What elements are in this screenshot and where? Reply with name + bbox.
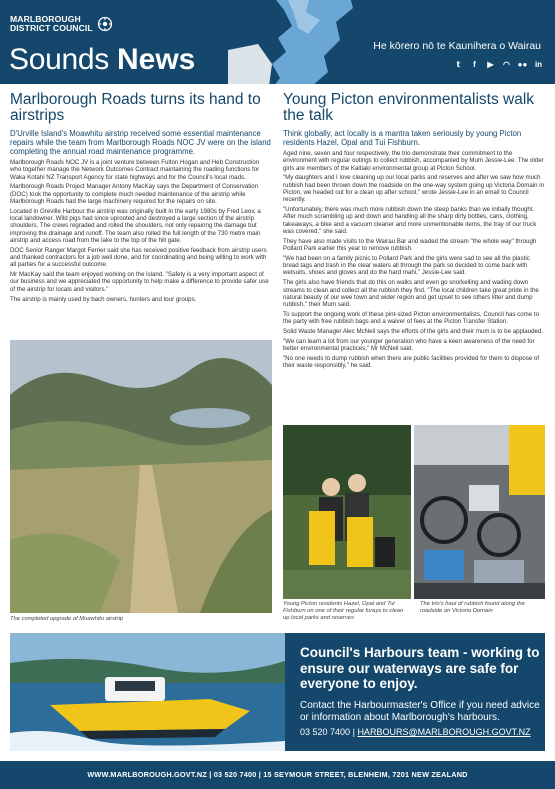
article-title: Marlborough Roads turns its hand to airstrips	[10, 91, 261, 124]
council-name-line1: MARLBOROUGH	[10, 14, 81, 24]
article-paragraph: "We can learn a lot from our younger generation who have a keen awareness of the need for better environmental practices," Mr McNeil said.	[283, 337, 535, 353]
title-news: News	[116, 43, 196, 76]
children-photo	[283, 425, 411, 599]
article-environmentalists	[283, 92, 545, 372]
airstrip-photo	[10, 340, 272, 613]
title-sounds: Sounds	[9, 43, 117, 76]
banner-subtitle: Contact the Harbourmaster's Office if you need advice or information about Marlborough's harbours.	[300, 700, 540, 723]
article-paragraph: "My daughters and I love cleaning up our local parks and reserves and after we saw how much rubbish had been thrown down the roadside on the one-way system going up Victoria Domain in Picton, we headed out for a clean up after school," wrote Jessie-Lee in an email to Council recently.	[283, 174, 545, 204]
flickr-icon[interactable]: ●●	[517, 60, 528, 69]
tagline: He kōrero nō te Kaunihera o Wairau	[373, 40, 541, 52]
article-paragraph: DOC Senior Ranger Margot Ferrier said she has received positive feedback from airstrip users and thanked contractors for a job well done, and for coordinating and being willing to work with all parties for a successful outcome.	[10, 246, 267, 269]
article-paragraph: "Unfortunately, there was much more rubbish down the steep banks than we initially thought. After much scrambling up and down and handling all the sharp dirty bottles, cans, clothing, takeaways, a bike and a vacuum cleaner and more unmentionable items, the tray of our truck was covered," she said.	[283, 206, 537, 235]
article-paragraph: Mr MacKay said the team enjoyed working on the island. "Safety is a very important aspect of our business and we appreciated the opportunity to help make a difference to provide safer use of the airstrip for locals and visitors."	[10, 271, 269, 293]
airstrip-photo-caption: The completed upgrade of Moawhitu airstrip	[10, 616, 124, 622]
article-paragraph: The girls also have friends that do this on walks and even go snorkelling and wading down streams to clean and collect all the rubbish they find. "The local children take great pride in the natural beauty of our wee town and wider region and get upset to see others litter and dump rubbish," their Mum said.	[283, 279, 539, 309]
article-paragraph: Aged nine, seven and four respectively, the trio demonstrate their commitment to the environment with regular outings to collect rubbish, accompanied by Mum Jessie-Lee. The older girls are members of the Kaitiaki environmental group at Picton School.	[283, 150, 544, 172]
social-links	[454, 60, 543, 69]
article-paragraph: Marlborough Roads NOC JV is a joint venture between Fulton Hogan and Heb Construction who together manage the Network Outcomes Contract maintaining the roading functions for Waka Kotahi NZ Transport Agency for state highways and for the Council's local roads.	[10, 159, 260, 181]
council-name-line2: DISTRICT COUNCIL	[10, 23, 93, 33]
article-paragraph: They have also made visits to the Wairau Bar and waded the stream "the whole way" through Pollard Park earlier this year to remove rubbish.	[283, 237, 537, 253]
rss-icon[interactable]: ◠	[503, 60, 510, 69]
rubbish-haul-photo	[414, 425, 545, 599]
harbours-banner	[10, 633, 545, 751]
children-photo-caption: Young Picton residents Hazel, Opal and Tui Fishburn on one of their regular forays to clean up local parks and reserves	[283, 601, 404, 621]
article-paragraph: "We had been on a family picnic to Pollard Park and the girls were sad to see all the plastic bread tags and trash in the clear waters all through the park so decided to come back with wetsuits, shoes and gloves and do the hard mahi," Jessie-Lee said.	[283, 254, 530, 277]
harbours-phone[interactable]: 03 520 7400	[300, 727, 351, 737]
harbours-email-link[interactable]: HARBOURS@MARLBOROUGH.GOVT.NZ	[357, 727, 531, 737]
article-paragraph: To support the ongoing work of these pint-sized Picton environmentalists, Council has come to the party with free rubbish bags and a waiver of fees at the Picton Transfer Station.	[283, 310, 539, 326]
contact-separator: |	[352, 727, 355, 737]
article-paragraph: Solid Waste Manager Alec McNeil says the efforts of the girls and their mum is to be applauded.	[283, 328, 544, 336]
newsletter-title	[9, 44, 195, 76]
marlborough-map-graphic	[228, 0, 358, 84]
article-paragraph: Located in Greville Harbour the airstrip was originally built in the early 1980s by Fred Leov, a local landowner. Wild pigs had since uprooted and destroyed a large section of the airstrip shoulders. The crews regraded and rolled the shoulders, not only repairing the damage but improving the drainage and runoff. The team also rolled the full length of the 730 metre main airstrip and access road from the lake to the top of the hill gate.	[10, 207, 261, 244]
article-paragraph: The airstrip is mainly used by bach owners, hunters and tour groups.	[10, 295, 197, 303]
twitter-icon[interactable]: 𝕥	[456, 60, 461, 69]
council-emblem-icon	[97, 16, 113, 32]
banner-title: Council's Harbours team - working to ensure our waterways are safe for everyone to enjoy.	[300, 645, 540, 691]
article-airstrips	[10, 92, 272, 305]
article-lead: D'Urville Island's Moawhitu airstrip received some essential maintenance repairs while the team from Marlborough Roads NOC JV were on the island completing the annual road maintenance programme.	[10, 129, 271, 156]
linkedin-icon[interactable]: in	[534, 60, 543, 69]
youtube-icon[interactable]: ▶	[487, 60, 494, 69]
facebook-icon[interactable]: f	[473, 60, 476, 69]
council-logo[interactable]	[10, 15, 113, 33]
rubbish-photo-caption: The trio's haul of rubbish found along the roadside on Victoria Domain	[420, 601, 525, 614]
article-lead: Think globally, act locally is a mantra taken seriously by young Picton residents Hazel, Opal and Tui Fishburn.	[283, 129, 522, 147]
banner-contact	[300, 727, 531, 737]
masthead-header	[0, 0, 555, 84]
article-paragraph: Marlborough Roads Project Manager Antony MacKay says the Department of Conservation (DOC) took the opportunity to complete much needed maintenance of the airstrip while Marlborough Roads had the large machinery required for the repairs on site.	[10, 183, 259, 205]
footer-contact: WWW.MARLBOROUGH.GOVT.NZ | 03 520 7400 | 15 SEYMOUR STREET, BLENHEIM, 7201 NEW ZEALAND	[0, 761, 555, 789]
harbour-boat-photo	[10, 633, 285, 751]
article-paragraph: "No one needs to dump rubbish when there are public facilities provided for them to dispose of their waste responsibly," he said.	[283, 354, 540, 370]
article-title: Young Picton environmentalists walk the talk	[283, 91, 535, 124]
